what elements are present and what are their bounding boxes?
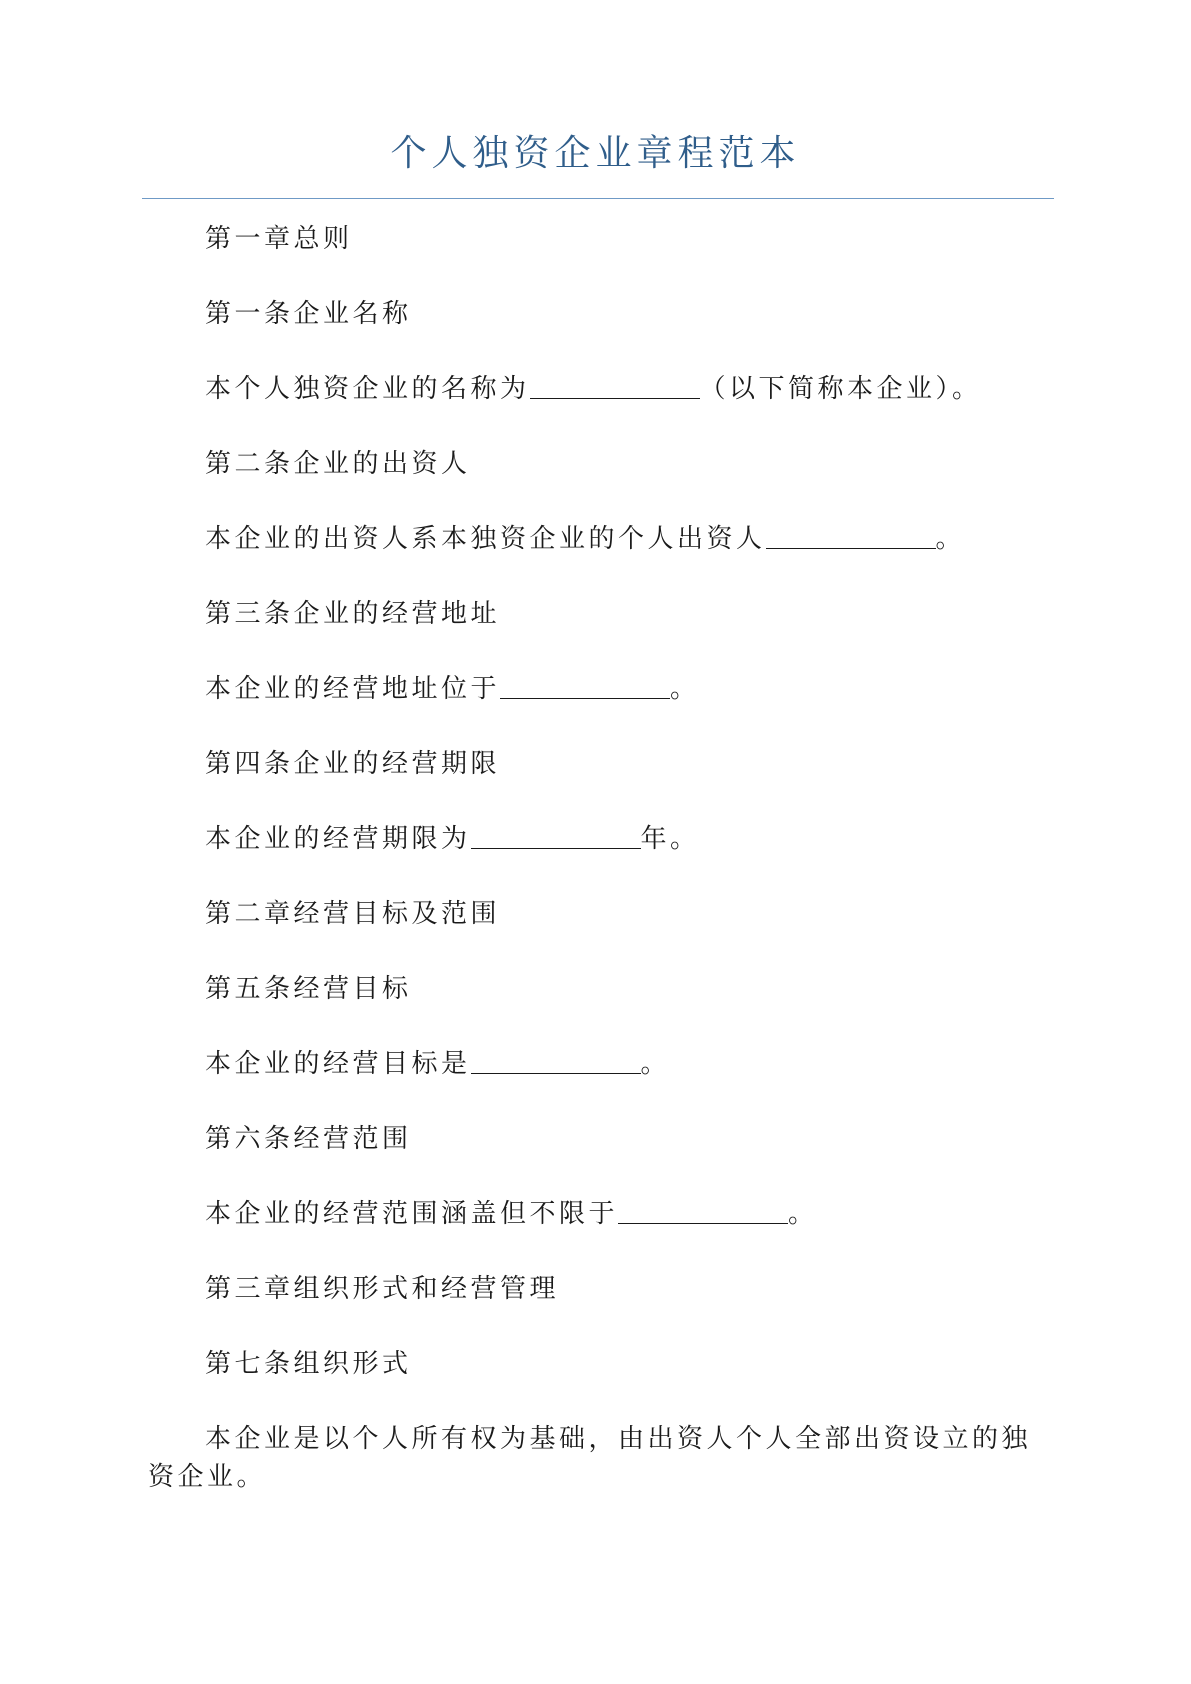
article-heading — [148, 1120, 1048, 1158]
fill-blank — [500, 674, 670, 699]
para-text-after: 年。 — [640, 824, 700, 854]
para-text-before: 本企业的出资人系本独资企业的个人出资人 — [205, 524, 766, 554]
article-body — [148, 1045, 1048, 1083]
para-text: 第一条企业名称 — [205, 299, 412, 329]
fill-blank — [471, 824, 641, 849]
article-body — [148, 520, 1048, 558]
article-heading — [148, 970, 1048, 1008]
para-text: 第一章总则 — [205, 224, 353, 254]
para-text-before: 本企业的经营范围涵盖但不限于 — [205, 1199, 619, 1229]
article-body — [148, 820, 1048, 858]
chapter-heading — [148, 220, 1048, 258]
article-body — [148, 670, 1048, 708]
document-title: 个人独资企业章程范本 — [390, 133, 801, 174]
para-text: 第五条经营目标 — [205, 974, 412, 1004]
para-text-after: （以下简称本企业）。 — [699, 374, 982, 404]
article-heading — [148, 595, 1048, 633]
article-heading — [148, 445, 1048, 483]
para-text-after: 。 — [670, 674, 700, 704]
para-text: 第二条企业的出资人 — [205, 449, 471, 479]
article-heading — [148, 745, 1048, 783]
para-text-before: 本企业的经营期限为 — [205, 824, 471, 854]
article-body — [148, 370, 1048, 408]
para-text: 第四条企业的经营期限 — [205, 749, 501, 779]
para-text-after: 。 — [640, 1049, 671, 1079]
para-text: 第六条经营范围 — [205, 1124, 412, 1154]
title-divider — [142, 198, 1054, 199]
para-text: 第二章经营目标及范围 — [205, 899, 501, 929]
para-text-after: 。 — [788, 1199, 818, 1229]
article-body — [148, 1420, 1048, 1496]
para-text-before: 本企业的经营地址位于 — [205, 674, 501, 704]
para-text: 第三条企业的经营地址 — [205, 599, 501, 629]
fill-blank — [471, 1049, 641, 1074]
para-text-before: 本个人独资企业的名称为 — [205, 374, 530, 404]
fill-blank — [618, 1199, 788, 1224]
para-text: 第三章组织形式和经营管理 — [205, 1274, 560, 1304]
para-text: 第七条组织形式 — [205, 1349, 412, 1379]
document-body — [148, 220, 1048, 1496]
para-text-after: 。 — [935, 524, 966, 554]
para-text-before: 本企业的经营目标是 — [205, 1049, 471, 1079]
chapter-heading — [148, 895, 1048, 933]
fill-blank — [530, 374, 700, 399]
article-heading — [148, 1345, 1048, 1383]
article-body — [148, 1195, 1048, 1233]
fill-blank — [766, 524, 936, 549]
article-heading — [148, 295, 1048, 333]
chapter-heading — [148, 1270, 1048, 1308]
para-text: 本企业是以个人所有权为基础，由出资人个人全部出资设立的独资企业。 — [148, 1424, 1032, 1492]
